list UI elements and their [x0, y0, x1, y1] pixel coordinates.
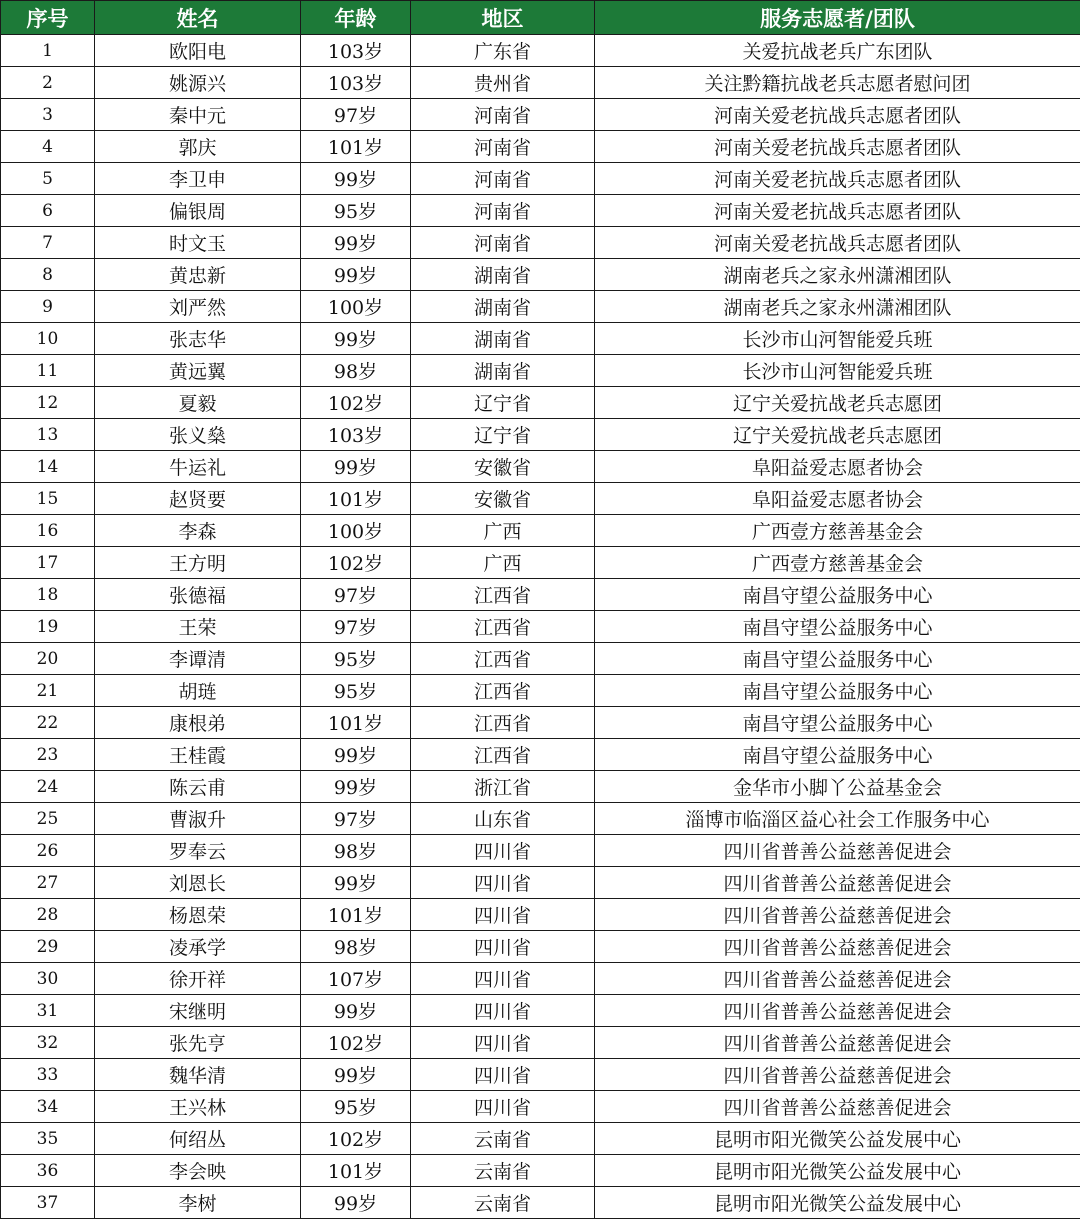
cell-region: 辽宁省	[411, 387, 595, 419]
table-row	[1, 99, 1080, 131]
table-row	[1, 995, 1080, 1027]
table-row	[1, 67, 1080, 99]
cell-age: 98岁	[301, 931, 411, 963]
table-row	[1, 387, 1080, 419]
cell-index: 11	[1, 355, 95, 387]
cell-team: 湖南老兵之家永州潇湘团队	[595, 259, 1080, 291]
table-row	[1, 835, 1080, 867]
cell-region: 四川省	[411, 835, 595, 867]
cell-team: 辽宁关爱抗战老兵志愿团	[595, 387, 1080, 419]
cell-index: 16	[1, 515, 95, 547]
cell-region: 广西	[411, 547, 595, 579]
cell-region: 湖南省	[411, 355, 595, 387]
cell-age: 103岁	[301, 419, 411, 451]
table-row	[1, 1027, 1080, 1059]
cell-name: 欧阳电	[95, 35, 301, 67]
cell-age: 99岁	[301, 739, 411, 771]
cell-index: 2	[1, 67, 95, 99]
cell-team: 四川省普善公益慈善促进会	[595, 963, 1080, 995]
cell-age: 101岁	[301, 1155, 411, 1187]
cell-index: 36	[1, 1155, 95, 1187]
table-row	[1, 931, 1080, 963]
cell-age: 99岁	[301, 995, 411, 1027]
table-row	[1, 515, 1080, 547]
cell-team: 关爱抗战老兵广东团队	[595, 35, 1080, 67]
cell-region: 河南省	[411, 195, 595, 227]
cell-age: 97岁	[301, 99, 411, 131]
cell-region: 广东省	[411, 35, 595, 67]
cell-team: 阜阳益爱志愿者协会	[595, 483, 1080, 515]
table-row	[1, 291, 1080, 323]
cell-name: 李卫申	[95, 163, 301, 195]
cell-index: 33	[1, 1059, 95, 1091]
cell-index: 26	[1, 835, 95, 867]
cell-age: 99岁	[301, 163, 411, 195]
cell-region: 四川省	[411, 1091, 595, 1123]
cell-team: 四川省普善公益慈善促进会	[595, 1091, 1080, 1123]
table-row	[1, 579, 1080, 611]
cell-age: 99岁	[301, 1059, 411, 1091]
table-row	[1, 675, 1080, 707]
cell-age: 101岁	[301, 131, 411, 163]
table-row	[1, 1059, 1080, 1091]
cell-index: 32	[1, 1027, 95, 1059]
table-row	[1, 547, 1080, 579]
cell-team: 南昌守望公益服务中心	[595, 643, 1080, 675]
table-header-row	[1, 1, 1080, 35]
cell-index: 20	[1, 643, 95, 675]
cell-name: 曹淑升	[95, 803, 301, 835]
cell-name: 张德福	[95, 579, 301, 611]
cell-name: 李树	[95, 1187, 301, 1219]
cell-age: 101岁	[301, 899, 411, 931]
cell-age: 103岁	[301, 67, 411, 99]
table-row	[1, 259, 1080, 291]
table-row	[1, 323, 1080, 355]
cell-region: 四川省	[411, 963, 595, 995]
cell-age: 95岁	[301, 643, 411, 675]
cell-index: 28	[1, 899, 95, 931]
cell-team: 四川省普善公益慈善促进会	[595, 835, 1080, 867]
cell-region: 贵州省	[411, 67, 595, 99]
cell-age: 99岁	[301, 323, 411, 355]
cell-age: 99岁	[301, 1187, 411, 1219]
table-row	[1, 963, 1080, 995]
cell-name: 罗奉云	[95, 835, 301, 867]
cell-index: 37	[1, 1187, 95, 1219]
table-row	[1, 195, 1080, 227]
cell-region: 山东省	[411, 803, 595, 835]
table-row	[1, 771, 1080, 803]
cell-team: 四川省普善公益慈善促进会	[595, 1059, 1080, 1091]
cell-name: 王桂霞	[95, 739, 301, 771]
table-row	[1, 131, 1080, 163]
table-row	[1, 355, 1080, 387]
cell-region: 四川省	[411, 899, 595, 931]
cell-region: 四川省	[411, 1059, 595, 1091]
cell-name: 秦中元	[95, 99, 301, 131]
cell-index: 31	[1, 995, 95, 1027]
cell-age: 97岁	[301, 611, 411, 643]
table-row	[1, 611, 1080, 643]
table-row	[1, 451, 1080, 483]
cell-team: 关注黔籍抗战老兵志愿者慰问团	[595, 67, 1080, 99]
cell-age: 98岁	[301, 835, 411, 867]
table-row	[1, 803, 1080, 835]
cell-name: 何绍丛	[95, 1123, 301, 1155]
cell-age: 102岁	[301, 1123, 411, 1155]
cell-name: 李会映	[95, 1155, 301, 1187]
cell-name: 牛运礼	[95, 451, 301, 483]
cell-region: 江西省	[411, 675, 595, 707]
cell-region: 河南省	[411, 131, 595, 163]
cell-name: 宋继明	[95, 995, 301, 1027]
cell-region: 江西省	[411, 579, 595, 611]
cell-region: 安徽省	[411, 451, 595, 483]
cell-region: 云南省	[411, 1155, 595, 1187]
cell-name: 赵贤要	[95, 483, 301, 515]
cell-age: 102岁	[301, 1027, 411, 1059]
header-age: 年龄	[301, 1, 411, 35]
cell-name: 黄忠新	[95, 259, 301, 291]
cell-age: 97岁	[301, 803, 411, 835]
cell-index: 14	[1, 451, 95, 483]
cell-region: 四川省	[411, 931, 595, 963]
cell-team: 湖南老兵之家永州潇湘团队	[595, 291, 1080, 323]
cell-index: 15	[1, 483, 95, 515]
cell-name: 凌承学	[95, 931, 301, 963]
cell-index: 29	[1, 931, 95, 963]
cell-region: 河南省	[411, 163, 595, 195]
cell-index: 25	[1, 803, 95, 835]
cell-age: 100岁	[301, 291, 411, 323]
cell-age: 95岁	[301, 675, 411, 707]
cell-name: 张义燊	[95, 419, 301, 451]
cell-region: 河南省	[411, 227, 595, 259]
cell-region: 江西省	[411, 707, 595, 739]
table-row	[1, 1091, 1080, 1123]
cell-name: 时文玉	[95, 227, 301, 259]
cell-index: 5	[1, 163, 95, 195]
cell-region: 湖南省	[411, 323, 595, 355]
table-row	[1, 867, 1080, 899]
cell-region: 广西	[411, 515, 595, 547]
cell-age: 107岁	[301, 963, 411, 995]
cell-region: 湖南省	[411, 291, 595, 323]
cell-age: 101岁	[301, 483, 411, 515]
cell-index: 27	[1, 867, 95, 899]
cell-team: 昆明市阳光微笑公益发展中心	[595, 1155, 1080, 1187]
cell-team: 河南关爱老抗战兵志愿者团队	[595, 227, 1080, 259]
cell-name: 刘恩长	[95, 867, 301, 899]
cell-team: 阜阳益爱志愿者协会	[595, 451, 1080, 483]
cell-name: 李森	[95, 515, 301, 547]
cell-team: 四川省普善公益慈善促进会	[595, 931, 1080, 963]
cell-age: 99岁	[301, 227, 411, 259]
cell-team: 河南关爱老抗战兵志愿者团队	[595, 131, 1080, 163]
cell-region: 辽宁省	[411, 419, 595, 451]
cell-team: 昆明市阳光微笑公益发展中心	[595, 1123, 1080, 1155]
cell-index: 13	[1, 419, 95, 451]
cell-name: 刘严然	[95, 291, 301, 323]
cell-index: 34	[1, 1091, 95, 1123]
cell-team: 金华市小脚丫公益基金会	[595, 771, 1080, 803]
cell-region: 江西省	[411, 739, 595, 771]
cell-age: 103岁	[301, 35, 411, 67]
cell-name: 王荣	[95, 611, 301, 643]
cell-name: 魏华清	[95, 1059, 301, 1091]
cell-team: 南昌守望公益服务中心	[595, 675, 1080, 707]
cell-region: 浙江省	[411, 771, 595, 803]
table-row	[1, 1187, 1080, 1219]
cell-index: 19	[1, 611, 95, 643]
header-index: 序号	[1, 1, 95, 35]
table-row	[1, 227, 1080, 259]
cell-name: 王兴林	[95, 1091, 301, 1123]
cell-name: 王方明	[95, 547, 301, 579]
cell-team: 河南关爱老抗战兵志愿者团队	[595, 195, 1080, 227]
table-row	[1, 1123, 1080, 1155]
cell-age: 99岁	[301, 259, 411, 291]
cell-index: 3	[1, 99, 95, 131]
cell-index: 1	[1, 35, 95, 67]
header-region: 地区	[411, 1, 595, 35]
cell-name: 姚源兴	[95, 67, 301, 99]
cell-index: 7	[1, 227, 95, 259]
cell-age: 98岁	[301, 355, 411, 387]
table-row	[1, 483, 1080, 515]
cell-age: 102岁	[301, 547, 411, 579]
cell-team: 四川省普善公益慈善促进会	[595, 1027, 1080, 1059]
cell-region: 安徽省	[411, 483, 595, 515]
cell-name: 徐开祥	[95, 963, 301, 995]
cell-age: 95岁	[301, 1091, 411, 1123]
cell-region: 江西省	[411, 611, 595, 643]
cell-age: 99岁	[301, 867, 411, 899]
cell-index: 23	[1, 739, 95, 771]
cell-team: 四川省普善公益慈善促进会	[595, 995, 1080, 1027]
cell-team: 淄博市临淄区益心社会工作服务中心	[595, 803, 1080, 835]
cell-age: 101岁	[301, 707, 411, 739]
cell-name: 陈云甫	[95, 771, 301, 803]
cell-name: 李谭清	[95, 643, 301, 675]
table-row	[1, 163, 1080, 195]
cell-team: 河南关爱老抗战兵志愿者团队	[595, 99, 1080, 131]
cell-name: 张先亨	[95, 1027, 301, 1059]
table-row	[1, 35, 1080, 67]
cell-index: 30	[1, 963, 95, 995]
cell-region: 湖南省	[411, 259, 595, 291]
cell-index: 18	[1, 579, 95, 611]
cell-name: 胡琏	[95, 675, 301, 707]
cell-team: 长沙市山河智能爱兵班	[595, 355, 1080, 387]
cell-name: 夏毅	[95, 387, 301, 419]
cell-age: 99岁	[301, 771, 411, 803]
cell-team: 四川省普善公益慈善促进会	[595, 867, 1080, 899]
cell-name: 杨恩荣	[95, 899, 301, 931]
cell-age: 95岁	[301, 195, 411, 227]
cell-index: 9	[1, 291, 95, 323]
cell-team: 南昌守望公益服务中心	[595, 707, 1080, 739]
cell-index: 12	[1, 387, 95, 419]
cell-region: 四川省	[411, 867, 595, 899]
table-row	[1, 643, 1080, 675]
cell-index: 6	[1, 195, 95, 227]
table-row	[1, 419, 1080, 451]
cell-index: 21	[1, 675, 95, 707]
table-row	[1, 707, 1080, 739]
cell-index: 24	[1, 771, 95, 803]
cell-region: 云南省	[411, 1187, 595, 1219]
cell-region: 云南省	[411, 1123, 595, 1155]
cell-team: 广西壹方慈善基金会	[595, 547, 1080, 579]
table-row	[1, 1155, 1080, 1187]
cell-name: 张志华	[95, 323, 301, 355]
cell-team: 南昌守望公益服务中心	[595, 611, 1080, 643]
cell-team: 南昌守望公益服务中心	[595, 579, 1080, 611]
cell-region: 江西省	[411, 643, 595, 675]
cell-age: 102岁	[301, 387, 411, 419]
cell-region: 四川省	[411, 1027, 595, 1059]
cell-team: 河南关爱老抗战兵志愿者团队	[595, 163, 1080, 195]
cell-index: 10	[1, 323, 95, 355]
cell-team: 南昌守望公益服务中心	[595, 739, 1080, 771]
header-team: 服务志愿者/团队	[595, 1, 1080, 35]
table-body	[1, 35, 1080, 1219]
cell-name: 黄远翼	[95, 355, 301, 387]
cell-team: 昆明市阳光微笑公益发展中心	[595, 1187, 1080, 1219]
cell-age: 100岁	[301, 515, 411, 547]
cell-name: 康根弟	[95, 707, 301, 739]
cell-region: 河南省	[411, 99, 595, 131]
cell-index: 4	[1, 131, 95, 163]
table-row	[1, 739, 1080, 771]
cell-age: 97岁	[301, 579, 411, 611]
cell-team: 长沙市山河智能爱兵班	[595, 323, 1080, 355]
cell-region: 四川省	[411, 995, 595, 1027]
cell-age: 99岁	[301, 451, 411, 483]
header-name: 姓名	[95, 1, 301, 35]
cell-team: 四川省普善公益慈善促进会	[595, 899, 1080, 931]
table-row	[1, 899, 1080, 931]
cell-name: 郭庆	[95, 131, 301, 163]
cell-name: 偏银周	[95, 195, 301, 227]
cell-index: 22	[1, 707, 95, 739]
cell-index: 35	[1, 1123, 95, 1155]
cell-team: 辽宁关爱抗战老兵志愿团	[595, 419, 1080, 451]
cell-index: 17	[1, 547, 95, 579]
cell-team: 广西壹方慈善基金会	[595, 515, 1080, 547]
cell-index: 8	[1, 259, 95, 291]
